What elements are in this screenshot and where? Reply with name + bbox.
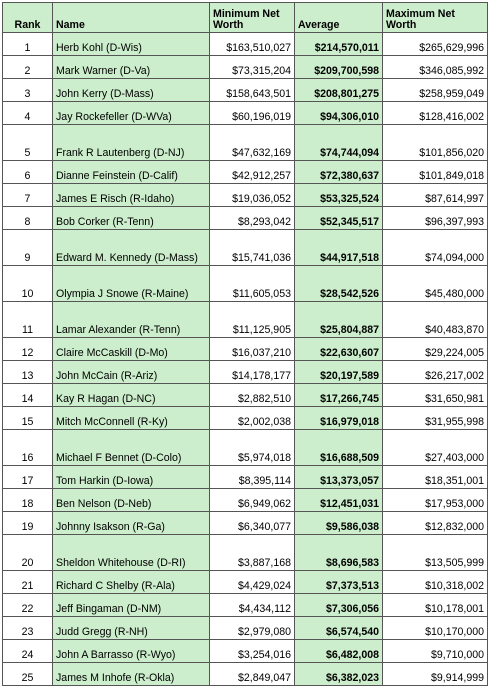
max-net-worth-cell: $10,170,000 [383,617,488,640]
max-net-worth-cell: $258,959,049 [383,79,488,102]
max-net-worth-cell: $346,085,992 [383,56,488,79]
name-cell: Lamar Alexander (R-Tenn) [53,302,210,338]
table-row [3,489,488,512]
min-net-worth-cell: $163,510,027 [210,33,295,56]
name-cell: Richard C Shelby (R-Ala) [53,571,210,594]
name-cell: Jay Rockefeller (D-WVa) [53,102,210,125]
table-row [3,640,488,663]
average-cell: $94,306,010 [295,102,383,125]
min-net-worth-cell: $3,254,016 [210,640,295,663]
rank-cell: 18 [3,489,53,512]
max-net-worth-cell: $29,224,005 [383,338,488,361]
rank-header: Rank [3,3,53,33]
average-cell: $22,630,607 [295,338,383,361]
min-net-worth-cell: $2,882,510 [210,384,295,407]
min-net-worth-cell: $42,912,257 [210,161,295,184]
name-cell: Edward M. Kennedy (D-Mass) [53,230,210,266]
table-row [3,594,488,617]
rank-cell: 14 [3,384,53,407]
max-net-worth-cell: $128,416,002 [383,102,488,125]
rank-cell: 3 [3,79,53,102]
table-row [3,535,488,571]
average-cell: $12,451,031 [295,489,383,512]
name-cell: John A Barrasso (R-Wyo) [53,640,210,663]
max-net-worth-cell: $40,483,870 [383,302,488,338]
max-net-worth-cell: $87,614,997 [383,184,488,207]
average-cell: $7,373,513 [295,571,383,594]
rank-cell: 19 [3,512,53,535]
name-cell: Tom Harkin (D-Iowa) [53,466,210,489]
min-net-worth-cell: $4,434,112 [210,594,295,617]
header-row [3,3,488,33]
max-net-worth-cell: $27,403,000 [383,430,488,466]
rank-cell: 7 [3,184,53,207]
table-row [3,663,488,686]
min-net-worth-cell: $11,125,905 [210,302,295,338]
name-cell: John Kerry (D-Mass) [53,79,210,102]
min-net-worth-cell: $8,293,042 [210,207,295,230]
table-row [3,302,488,338]
table-row [3,266,488,302]
name-cell: James M Inhofe (R-Okla) [53,663,210,686]
min-net-worth-cell: $16,037,210 [210,338,295,361]
min-net-worth-cell: $73,315,204 [210,56,295,79]
rank-cell: 11 [3,302,53,338]
name-cell: Sheldon Whitehouse (D-RI) [53,535,210,571]
average-cell: $7,306,056 [295,594,383,617]
min-net-worth-cell: $47,632,169 [210,125,295,161]
name-cell: Claire McCaskill (D-Mo) [53,338,210,361]
average-cell: $6,574,540 [295,617,383,640]
table-row [3,407,488,430]
min-net-worth-cell: $158,643,501 [210,79,295,102]
table-row [3,617,488,640]
rank-cell: 25 [3,663,53,686]
table-row [3,430,488,466]
table-row [3,184,488,207]
average-header: Average [295,3,383,33]
table-row [3,125,488,161]
max-net-worth-cell: $31,650,981 [383,384,488,407]
rank-cell: 22 [3,594,53,617]
rank-cell: 9 [3,230,53,266]
name-cell: Bob Corker (R-Tenn) [53,207,210,230]
max-net-worth-cell: $18,351,001 [383,466,488,489]
name-cell: Olympia J Snowe (R-Maine) [53,266,210,302]
average-cell: $17,266,745 [295,384,383,407]
average-cell: $9,586,038 [295,512,383,535]
rank-cell: 4 [3,102,53,125]
rank-cell: 6 [3,161,53,184]
rank-cell: 8 [3,207,53,230]
average-cell: $16,688,509 [295,430,383,466]
min-net-worth-cell: $2,979,080 [210,617,295,640]
min-net-worth-cell: $14,178,177 [210,361,295,384]
table-row [3,79,488,102]
average-cell: $25,804,887 [295,302,383,338]
min-net-worth-cell: $8,395,114 [210,466,295,489]
rank-cell: 16 [3,430,53,466]
min-net-worth-cell: $11,605,053 [210,266,295,302]
table-row [3,512,488,535]
max-net-worth-cell: $9,914,999 [383,663,488,686]
average-cell: $13,373,057 [295,466,383,489]
average-cell: $16,979,018 [295,407,383,430]
name-cell: Mark Warner (D-Va) [53,56,210,79]
rank-cell: 21 [3,571,53,594]
min-net-worth-header: Minimum Net Worth [210,3,295,33]
average-cell: $208,801,275 [295,79,383,102]
table-row [3,33,488,56]
table-row [3,102,488,125]
name-cell: Kay R Hagan (D-NC) [53,384,210,407]
max-net-worth-cell: $74,094,000 [383,230,488,266]
name-cell: Jeff Bingaman (D-NM) [53,594,210,617]
max-net-worth-cell: $31,955,998 [383,407,488,430]
table-row [3,338,488,361]
table-row [3,207,488,230]
max-net-worth-cell: $45,480,000 [383,266,488,302]
max-net-worth-cell: $26,217,002 [383,361,488,384]
average-cell: $6,382,023 [295,663,383,686]
max-net-worth-header: Maximum Net Worth [383,3,488,33]
table-row [3,230,488,266]
rank-cell: 20 [3,535,53,571]
table-row [3,384,488,407]
average-cell: $74,744,094 [295,125,383,161]
max-net-worth-cell: $12,832,000 [383,512,488,535]
max-net-worth-cell: $9,710,000 [383,640,488,663]
max-net-worth-cell: $10,178,001 [383,594,488,617]
name-cell: Herb Kohl (D-Wis) [53,33,210,56]
name-cell: Judd Gregg (R-NH) [53,617,210,640]
average-cell: $8,696,583 [295,535,383,571]
max-net-worth-cell: $10,318,002 [383,571,488,594]
min-net-worth-cell: $6,949,062 [210,489,295,512]
name-cell: John McCain (R-Ariz) [53,361,210,384]
name-cell: Frank R Lautenberg (D-NJ) [53,125,210,161]
max-net-worth-cell: $17,953,000 [383,489,488,512]
max-net-worth-cell: $101,856,020 [383,125,488,161]
rank-cell: 5 [3,125,53,161]
average-cell: $209,700,598 [295,56,383,79]
name-cell: James E Risch (R-Idaho) [53,184,210,207]
average-cell: $28,542,526 [295,266,383,302]
name-cell: Mitch McConnell (R-Ky) [53,407,210,430]
average-cell: $72,380,637 [295,161,383,184]
rank-cell: 17 [3,466,53,489]
min-net-worth-cell: $2,849,047 [210,663,295,686]
average-cell: $6,482,008 [295,640,383,663]
min-net-worth-cell: $15,741,036 [210,230,295,266]
name-cell: Michael F Bennet (D-Colo) [53,430,210,466]
average-cell: $44,917,518 [295,230,383,266]
rank-cell: 23 [3,617,53,640]
max-net-worth-cell: $101,849,018 [383,161,488,184]
rank-cell: 12 [3,338,53,361]
rank-cell: 1 [3,33,53,56]
min-net-worth-cell: $5,974,018 [210,430,295,466]
min-net-worth-cell: $19,036,052 [210,184,295,207]
name-cell: Johnny Isakson (R-Ga) [53,512,210,535]
rank-cell: 15 [3,407,53,430]
name-header: Name [53,3,210,33]
name-cell: Dianne Feinstein (D-Calif) [53,161,210,184]
rank-cell: 2 [3,56,53,79]
average-cell: $214,570,011 [295,33,383,56]
table-row [3,161,488,184]
max-net-worth-cell: $13,505,999 [383,535,488,571]
min-net-worth-cell: $60,196,019 [210,102,295,125]
min-net-worth-cell: $2,002,038 [210,407,295,430]
average-cell: $53,325,524 [295,184,383,207]
max-net-worth-cell: $265,629,996 [383,33,488,56]
rank-cell: 10 [3,266,53,302]
table-row [3,56,488,79]
rank-cell: 24 [3,640,53,663]
min-net-worth-cell: $3,887,168 [210,535,295,571]
net-worth-table [2,2,488,686]
table-row [3,361,488,384]
rank-cell: 13 [3,361,53,384]
average-cell: $52,345,517 [295,207,383,230]
name-cell: Ben Nelson (D-Neb) [53,489,210,512]
table-row [3,466,488,489]
average-cell: $20,197,589 [295,361,383,384]
table-row [3,571,488,594]
min-net-worth-cell: $4,429,024 [210,571,295,594]
table-body [3,33,488,686]
min-net-worth-cell: $6,340,077 [210,512,295,535]
max-net-worth-cell: $96,397,993 [383,207,488,230]
